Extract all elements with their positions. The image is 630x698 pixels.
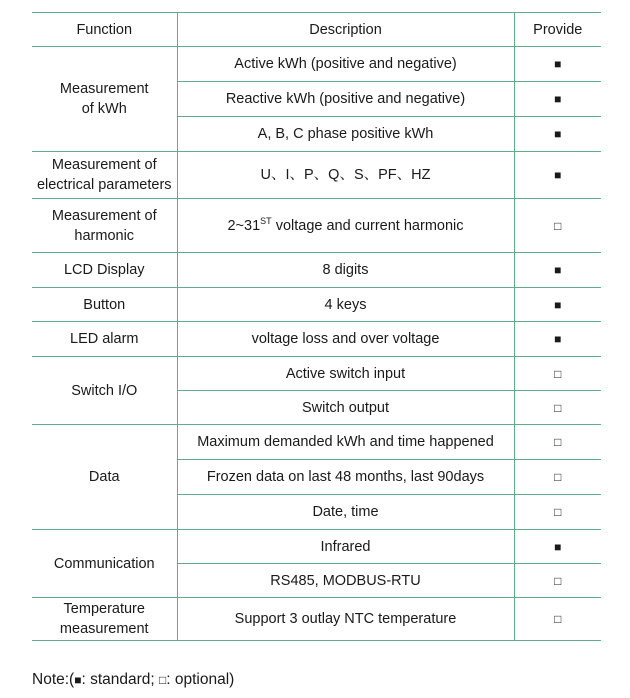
provide-cell: ■ <box>514 82 601 117</box>
function-cell <box>32 199 177 253</box>
provide-cell: ■ <box>514 288 601 322</box>
table-row <box>32 357 601 391</box>
function-cell: LCD Display <box>32 253 177 288</box>
function-label: Measurement of harmonic <box>51 207 157 244</box>
header-row <box>32 13 601 47</box>
description-cell: voltage loss and over voltage <box>177 322 514 357</box>
description-cell: U、I、P、Q、S、PF、HZ <box>177 152 514 199</box>
function-cell <box>32 152 177 199</box>
description-cell: A, B, C phase positive kWh <box>177 117 514 152</box>
function-cell <box>32 47 177 152</box>
provide-cell: ■ <box>514 117 601 152</box>
description-cell: Reactive kWh (positive and negative) <box>177 82 514 117</box>
description-cell: RS485, MODBUS-RTU <box>177 564 514 598</box>
header-function: Function <box>32 13 177 47</box>
function-cell: Data <box>32 425 177 530</box>
description-cell: Switch output <box>177 391 514 425</box>
provide-cell: ■ <box>514 253 601 288</box>
table-row <box>32 288 601 322</box>
standard-label: : standard; <box>81 671 160 688</box>
table-row <box>32 322 601 357</box>
provide-cell: □ <box>514 460 601 495</box>
description-cell: Support 3 outlay NTC temperature <box>177 598 514 641</box>
function-cell: Switch I/O <box>32 357 177 425</box>
provide-cell: □ <box>514 598 601 641</box>
table-row <box>32 598 601 641</box>
description-cell: Active kWh (positive and negative) <box>177 47 514 82</box>
provide-cell: ■ <box>514 530 601 564</box>
table-row <box>32 152 601 199</box>
note-prefix: Note:( <box>32 671 75 688</box>
table-row <box>32 253 601 288</box>
table-row <box>32 425 601 460</box>
optional-symbol: □ <box>159 673 167 687</box>
provide-cell: □ <box>514 199 601 253</box>
function-label: Measurement of kWh <box>59 81 149 117</box>
provide-cell: ■ <box>514 47 601 82</box>
description-cell: 4 keys <box>177 288 514 322</box>
function-cell: Button <box>32 288 177 322</box>
description-cell: Frozen data on last 48 months, last 90days <box>177 460 514 495</box>
description-cell: Infrared <box>177 530 514 564</box>
header-description: Description <box>177 13 514 47</box>
function-cell: Communication <box>32 530 177 598</box>
table-row <box>32 47 601 82</box>
function-label: Measurement of electrical parameters <box>36 157 172 193</box>
provide-cell: □ <box>514 391 601 425</box>
description-cell: 2~31ST voltage and current harmonic <box>177 199 514 253</box>
description-cell: Date, time <box>177 495 514 530</box>
provide-cell: □ <box>514 357 601 391</box>
table-row <box>32 530 601 564</box>
provide-cell: ■ <box>514 322 601 357</box>
provide-cell: □ <box>514 564 601 598</box>
table-row <box>32 199 601 253</box>
provide-cell: □ <box>514 425 601 460</box>
function-cell: LED alarm <box>32 322 177 357</box>
function-cell <box>32 598 177 641</box>
legend-note <box>32 671 234 689</box>
optional-label: : optional) <box>166 671 235 688</box>
provide-cell: ■ <box>514 152 601 199</box>
function-label: Temperature measurement <box>59 601 149 637</box>
provide-cell: □ <box>514 495 601 530</box>
description-cell: Active switch input <box>177 357 514 391</box>
standard-symbol: ■ <box>74 673 82 687</box>
description-cell: Maximum demanded kWh and time happened <box>177 425 514 460</box>
description-cell: 8 digits <box>177 253 514 288</box>
spec-table <box>32 12 601 641</box>
header-provide: Provide <box>514 13 601 47</box>
